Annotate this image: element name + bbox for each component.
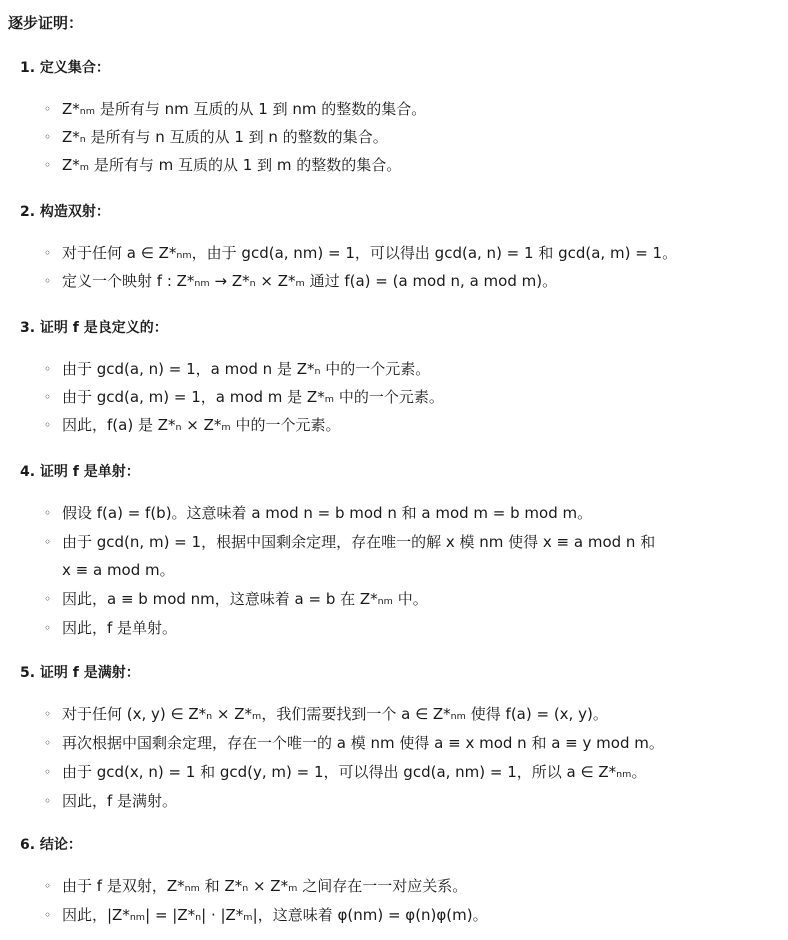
list-item xyxy=(44,791,177,811)
list-item-text: 定义一个映射 f : Z*ₙₘ → Z*ₙ × Z*ₘ 通过 f(a) = (a mod n, a mod m)。 xyxy=(62,272,558,290)
list-item xyxy=(44,762,646,782)
bullet-icon: ◦ xyxy=(44,794,52,808)
bullet-icon: ◦ xyxy=(44,506,52,520)
bullet-icon: ◦ xyxy=(44,362,52,376)
section-heading-6: 6. 结论： xyxy=(20,837,82,853)
list-item-text: 因此，a ≡ b mod nm，这意味着 a = b 在 Z*ₙₘ 中。 xyxy=(62,590,428,608)
bullet-icon: ◦ xyxy=(44,879,52,893)
list-item-text: x ≡ a mod m。 xyxy=(62,561,175,579)
bullet-icon: ◦ xyxy=(44,535,52,549)
bullet-icon: ◦ xyxy=(44,592,52,606)
list-item xyxy=(44,415,340,435)
page-title: 逐步证明： xyxy=(8,14,84,32)
list-item-text: 因此，f 是满射。 xyxy=(62,792,178,810)
list-item-text: Z*ₙ 是所有与 n 互质的从 1 到 n 的整数的集合。 xyxy=(62,128,388,146)
list-item-text: 因此，f 是单射。 xyxy=(62,619,178,637)
list-item xyxy=(44,876,467,896)
bullet-icon: ◦ xyxy=(44,390,52,404)
list-item xyxy=(44,503,592,523)
bullet-icon: ◦ xyxy=(44,102,52,116)
list-item-text: 由于 gcd(a, m) = 1，a mod m 是 Z*ₘ 中的一个元素。 xyxy=(62,388,444,406)
list-item-continuation xyxy=(62,560,175,580)
bullet-icon: ◦ xyxy=(44,621,52,635)
list-item xyxy=(44,589,428,609)
list-item-text: 对于任何 a ∈ Z*ₙₘ，由于 gcd(a, nm) = 1，可以得出 gcd(a, n) = 1 和 gcd(a, m) = 1。 xyxy=(62,244,678,262)
list-item-text: 由于 gcd(n, m) = 1，根据中国剩余定理，存在唯一的解 x 模 nm 使得 x ≡ a mod n 和 xyxy=(62,533,656,551)
list-item-text: Z*ₘ 是所有与 m 互质的从 1 到 m 的整数的集合。 xyxy=(62,156,402,174)
list-item-text: Z*ₙₘ 是所有与 nm 互质的从 1 到 nm 的整数的集合。 xyxy=(62,100,427,118)
list-item xyxy=(44,387,444,407)
list-item xyxy=(44,243,677,263)
list-item xyxy=(44,155,401,175)
bullet-icon: ◦ xyxy=(44,765,52,779)
list-item xyxy=(44,704,608,724)
section-heading-3: 3. 证明 f 是良定义的： xyxy=(20,320,168,336)
section-heading-5: 5. 证明 f 是满射： xyxy=(20,665,140,681)
bullet-icon: ◦ xyxy=(44,418,52,432)
list-item-text: 因此，|Z*ₙₘ| = |Z*ₙ| · |Z*ₘ|，这意味着 φ(nm) = φ(n)φ(m)。 xyxy=(62,906,488,924)
section-heading-4: 4. 证明 f 是单射： xyxy=(20,464,140,480)
bullet-icon: ◦ xyxy=(44,130,52,144)
list-item xyxy=(44,618,177,638)
bullet-icon: ◦ xyxy=(44,158,52,172)
bullet-icon: ◦ xyxy=(44,707,52,721)
list-item xyxy=(44,532,655,552)
list-item xyxy=(44,271,557,291)
section-heading-1: 1. 定义集合： xyxy=(20,60,110,76)
bullet-icon: ◦ xyxy=(44,274,52,288)
list-item-text: 由于 gcd(a, n) = 1，a mod n 是 Z*ₙ 中的一个元素。 xyxy=(62,360,431,378)
list-item-text: 因此，f(a) 是 Z*ₙ × Z*ₘ 中的一个元素。 xyxy=(62,416,341,434)
list-item-text: 对于任何 (x, y) ∈ Z*ₙ × Z*ₘ，我们需要找到一个 a ∈ Z*ₙₘ 使得 f(a) = (x, y)。 xyxy=(62,705,608,723)
list-item xyxy=(44,127,388,147)
list-item xyxy=(44,733,664,753)
list-item-text: 由于 gcd(x, n) = 1 和 gcd(y, m) = 1，可以得出 gcd(a, nm) = 1，所以 a ∈ Z*ₙₘ。 xyxy=(62,763,647,781)
list-item xyxy=(44,99,426,119)
list-item xyxy=(44,905,488,925)
bullet-icon: ◦ xyxy=(44,736,52,750)
list-item-text: 由于 f 是双射，Z*ₙₘ 和 Z*ₙ × Z*ₘ 之间存在一一对应关系。 xyxy=(62,877,468,895)
bullet-icon: ◦ xyxy=(44,908,52,922)
list-item xyxy=(44,359,430,379)
section-heading-2: 2. 构造双射： xyxy=(20,204,110,220)
bullet-icon: ◦ xyxy=(44,246,52,260)
list-item-text: 假设 f(a) = f(b)。这意味着 a mod n = b mod n 和 a mod m = b mod m。 xyxy=(62,504,593,522)
list-item-text: 再次根据中国剩余定理，存在一个唯一的 a 模 nm 使得 a ≡ x mod n 和 a ≡ y mod m。 xyxy=(62,734,664,752)
